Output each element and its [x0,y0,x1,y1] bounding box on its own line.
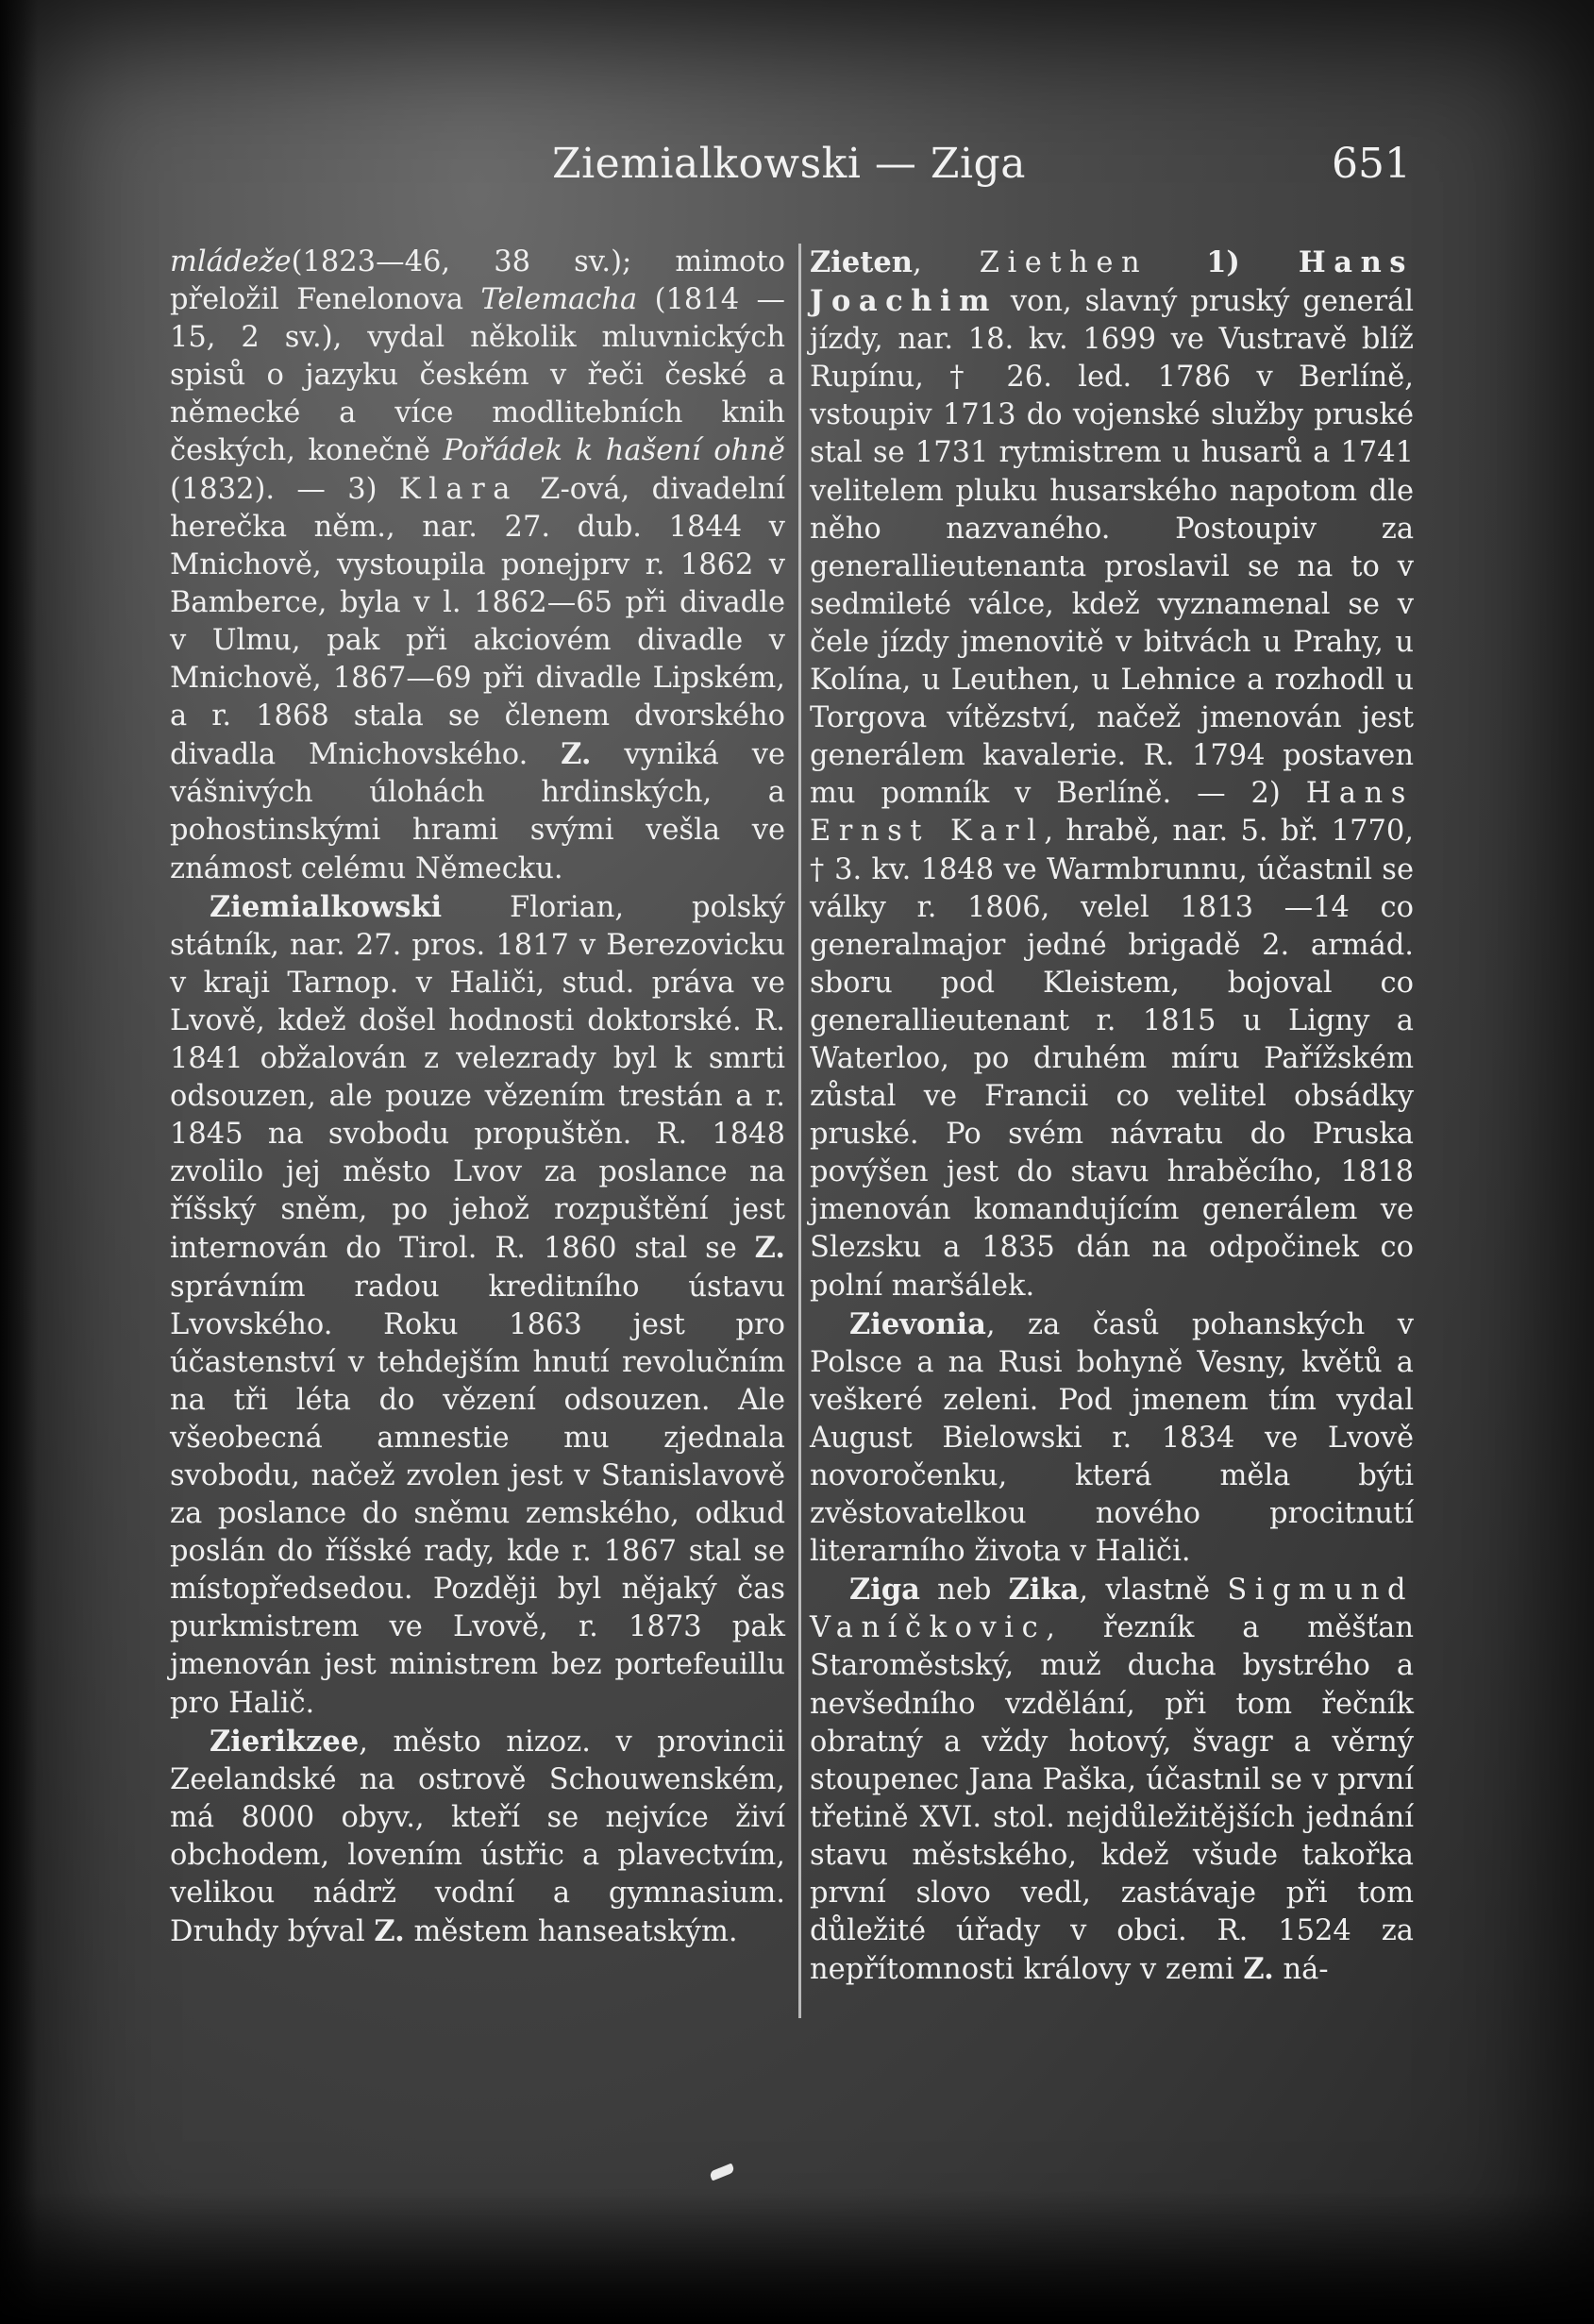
page-number: 651 [1332,140,1411,188]
column-rule [798,244,801,2018]
ink-smudge [709,2163,735,2181]
headword-variant: Zika [1008,1573,1080,1608]
abbreviation: Z. [561,737,592,772]
work-title: Telemacha [480,283,638,317]
headword: Zierikzee [210,1724,360,1759]
entry-continuation: mládeže(1823—46, 38 sv.); mimoto přeložil Fenelonova Telemacha (1814 —15, 2 sv.), vydal několik mluvnických spisů o jazyku českém v řeči české a německé a více modlitebních knih českých, konečně Pořádek k hašení ohně (1832). — 3) Klara Z-ová, divadelní herečka něm., nar. 27. dub. 1844 v Mnichově, vystoupila ponejprv r. 1862 v Bamberce, byla v l. 1862—65 při divadle v Ulmu, pak při akciovém divadle v Mnichově, 1867—69 při divadle Lipském, a r. 1868 stala se členem dvorského divadla Mnichovského. Z. vyniká ve vášnivých úlohách hrdinských, a pohostinskými hrami svými vešla ve známost celému Německu. [170,245,785,885]
left-shadow [0,0,38,2324]
running-head: Ziemialkowski — Ziga [552,140,1026,188]
page-header [552,140,1411,196]
entry-zieten: Zieten, Ziethen 1) Hans Joachim von, slavný pruský generál jízdy, nar. 18. kv. 1699 ve Vustravě blíž Rupínu, † 26. led. 1786 v Berlíně, vstoupiv 1713 do vojenské služby pruské stal se 1731 rytmistrem u husarů a 1741 velitelem pluku husarského napotom dle něho nazvaného. Postoupiv za generallieutenanta proslavil se na to v sedmileté válce, kdež vyznamenal se v čele jízdy jmenovitě v bitvách u Prahy, u Kolína, u Leuthen, u Lehnice a rozhodl u Torgova vítězství, načež jmenován jest generálem kavalerie. R. 1794 postaven mu pomník v Berlíně. — 2) Hans Ernst Karl, hrabě, nar. 5. bř. 1770, † 3. kv. 1848 ve Warmbrunnu, účastnil se války r. 1806, velel 1813 —14 co generalmajor jedné brigadě 2. armád. sboru pod Kleistem, bojoval co generallieutenant r. 1815 u Ligny a Waterloo, po druhém míru Pařížském zůstal ve Francii co velitel obsádky pruské. Po svém návratu do Pruska povýšen jest do stavu hraběcího, 1818 jmenován komandujícím generálem ve Slezsku a 1835 dán na odpočinek co polní maršálek. [810,245,1414,1303]
left-column [170,244,785,1951]
headword-variant: Ziethen [979,246,1149,279]
entry-zierikzee: Zierikzee, město nizoz. v provincii Zeelandské na ostrově Schouwenském, má 8000 obyv., kteří se nejvíce živí obchodem, lovením ústřic a plavectvím, velikou nádrž vodní a gymnasium. Druhdy býval Z. městem hanseatským. [170,1724,785,1949]
bottom-shadow [0,2192,1594,2324]
headword: Ziemialkowski [210,889,443,924]
abbreviation: Z. [1243,1952,1274,1987]
headword: Ziga [849,1573,920,1608]
abbreviation: Z. [374,1914,405,1949]
entry-ziemialkowski: Ziemialkowski Florian, polský státník, nar. 27. pros. 1817 v Berezovicku v kraji Tarnop. v Haliči, stud. práva ve Lvově, kdež došel hodnosti doktorské. R. 1841 obžalován z velezrady byl k smrti odsouzen, ale pouze vězením trestán a r. 1845 na svobodu propuštěn. R. 1848 zvolilo jej město Lvov za poslance na říšský sněm, po jehož rozpuštění jest internován do Tirol. R. 1860 stal se Z. správním radou kreditního ústavu Lvovského. Roku 1863 jest pro účastenství v tehdejším hnutí revolučním na tři léta do vězení odsouzen. Ale všeobecná amnestie mu zjednala svobodu, načež zvolen jest v Stanislavově za poslance do sněmu zemského, odkud poslán do říšské rady, kde r. 1867 stal se místopředsedou. Později byl nějaký čas purkmistrem ve Lvově, r. 1873 pak jmenován jest ministrem bez portefeuillu pro Halič. [170,889,785,1720]
work-title: Pořádek k hašení ohně [443,434,785,468]
abbreviation: Z. [754,1231,785,1266]
entry-zievonia: Zievonia, za časů pohanských v Polsce a na Rusi bohyně Vesny, květů a veškeré zeleni. Pod jmenem tím vydal August Bielowski r. 1834 ve Lvově novoročenku, která měla býti zvěstovatelkou nového procitnutí literarního života v Haliči. [810,1306,1414,1569]
headword: Zieten [810,245,913,279]
headword: Zievonia [849,1306,986,1341]
entry-ziga: Ziga neb Zika, vlastně Sigmund Vaníčkovic, řezník a měšťan Staroměstský, muž ducha bystrého a nevšedního vzdělání, při tom řečník obratný a vždy hotový, švagr a věrný stoupenec Jana Paška, účastnil se v první třetině XVI. stol. nejdůležitějších jednání stavu městského, kdež všude takořka první slovo vedl, zastávaje při tom důležité úřady v obci. R. 1524 za nepřítomnosti královy v zemi Z. ná- [810,1573,1415,1987]
spaced-name: Sigmund Vaníčkovic [810,1574,1415,1645]
spaced-name: Hans Ernst Karl [810,777,1414,849]
right-column [810,244,1414,1989]
spaced-name: Hans Joachim [810,245,1414,319]
italic-term: mládeže [170,245,292,278]
spaced-name: Klara [398,472,519,506]
